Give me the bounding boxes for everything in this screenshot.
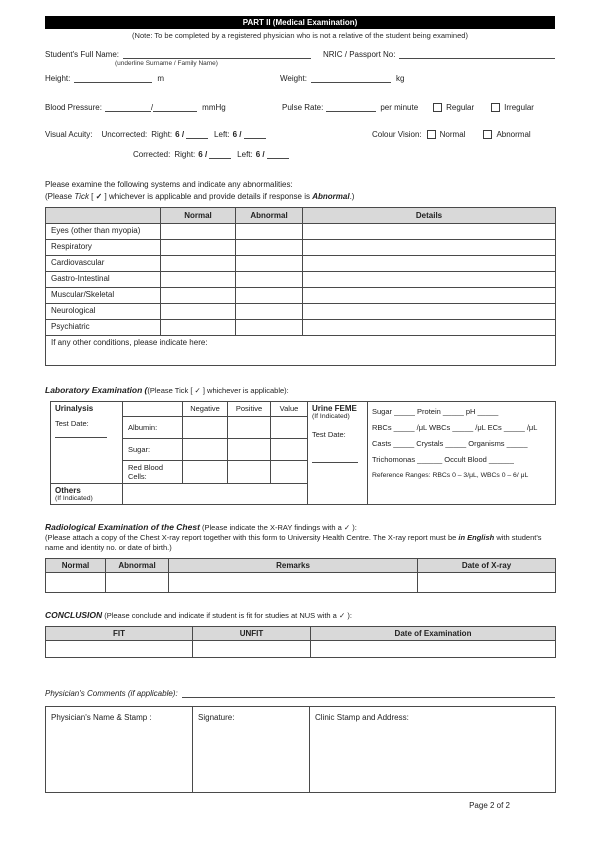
normal-tick-cell[interactable] [161, 320, 236, 336]
colour-normal-label: Normal [439, 130, 466, 139]
systems-row-psychiatric [46, 320, 556, 336]
student-name-blank[interactable] [123, 49, 311, 59]
comments-blank[interactable] [182, 688, 555, 698]
systems-row-gastro [46, 272, 556, 288]
lab-header-value: Value [271, 402, 308, 417]
nric-blank[interactable] [399, 49, 555, 59]
uncorrected-left-label: Left: [214, 130, 230, 139]
feme-line-sugar: Sugar _____ Protein _____ pH _____ [372, 407, 499, 416]
systems-row-muscular [46, 288, 556, 304]
systems-header-empty [46, 208, 161, 224]
feme-line-rbcs: RBCs _____ /μL WBCs _____ /μL ECs _____ /μL [372, 423, 538, 432]
details-cell[interactable] [303, 224, 556, 240]
xray-date-cell[interactable] [418, 573, 556, 593]
height-blank[interactable] [74, 73, 152, 83]
radiology-note-pre: (Please attach a copy of the Chest X-ray report together with this form to University Health Centre. The X-ray report must be [45, 533, 459, 542]
bp-diastolic-blank[interactable] [150, 102, 197, 112]
abnormal-tick-cell[interactable] [236, 320, 303, 336]
exam-date-cell[interactable] [311, 641, 556, 658]
positive-tick-cell[interactable] [228, 417, 271, 439]
corrected-label: Corrected: [133, 150, 171, 159]
details-cell[interactable] [303, 272, 556, 288]
bp-unit: mmHg [202, 103, 226, 112]
abnormal-tick-cell[interactable] [236, 240, 303, 256]
colour-vision-label: Colour Vision: [372, 130, 422, 139]
systems-table [45, 207, 556, 366]
tick-note-close: ] [102, 192, 109, 201]
normal-tick-cell[interactable] [161, 224, 236, 240]
lab-title: Laboratory Examination [45, 385, 143, 395]
conclusion-entry-row [46, 641, 556, 658]
urinalysis-test-date-label: Test Date: [55, 419, 89, 428]
system-label: Cardiovascular [46, 256, 161, 272]
value-cell[interactable] [271, 439, 308, 461]
radiology-note-bold: in English [458, 533, 495, 542]
radiology-header-normal: Normal [46, 559, 106, 573]
systems-header-details: Details [303, 208, 556, 224]
normal-tick-cell[interactable] [161, 256, 236, 272]
conclusion-section-title [45, 610, 555, 620]
normal-tick-cell[interactable] [161, 272, 236, 288]
radiology-note [45, 533, 555, 552]
systems-row-respiratory [46, 240, 556, 256]
physician-entry-row [46, 707, 556, 793]
radiology-entry-row [46, 573, 556, 593]
lab-row-label: Red Blood Cells: [123, 461, 183, 484]
signature-label: Signature: [198, 713, 235, 722]
uncorrected-group [45, 129, 372, 139]
height-label: Height: [45, 74, 71, 83]
uncorrected-right-label: Right: [151, 130, 173, 139]
conclusion-title: CONCLUSION [45, 610, 103, 620]
system-label: Muscular/Skeletal [46, 288, 161, 304]
urine-feme-note: (If Indicated) [312, 413, 350, 420]
lab-table [50, 401, 556, 505]
irregular-label: Irregular [504, 103, 534, 112]
radiology-table [45, 558, 556, 593]
colour-abnormal-label: Abnormal [496, 130, 531, 139]
weight-label: Weight: [280, 74, 307, 83]
corrected-left-prefix: 6 / [255, 150, 265, 159]
feme-line-reference: Reference Ranges: RBCs 0 – 3/μL, WBCs 0 – 6/ μL [372, 472, 529, 479]
details-cell[interactable] [303, 240, 556, 256]
xray-normal-tick-cell[interactable] [46, 573, 106, 593]
colour-normal-checkbox[interactable] [427, 130, 436, 139]
lab-header-positive: Positive [228, 402, 271, 417]
uncorrected-left-blank[interactable] [244, 129, 266, 139]
pulse-blank[interactable] [326, 102, 376, 112]
xray-remarks-cell[interactable] [169, 573, 418, 593]
conclusion-header-fit: FIT [46, 627, 193, 641]
urinalysis-test-date-blank[interactable] [55, 428, 107, 438]
bp-systolic-blank[interactable] [105, 102, 154, 112]
weight-blank[interactable] [311, 73, 391, 83]
systems-tick-note [45, 192, 555, 201]
systems-header-row [46, 208, 556, 224]
feme-test-date-blank[interactable] [312, 453, 358, 463]
abnormal-tick-cell[interactable] [236, 272, 303, 288]
height-weight-row [45, 73, 555, 83]
positive-tick-cell[interactable] [228, 461, 271, 484]
systems-intro: Please examine the following systems and indicate any abnormalities: [45, 180, 293, 189]
details-cell[interactable] [303, 320, 556, 336]
radiology-header-remarks: Remarks [169, 559, 418, 573]
normal-tick-cell[interactable] [161, 304, 236, 320]
normal-tick-cell[interactable] [161, 240, 236, 256]
page-number: Page 2 of 2 [469, 801, 510, 810]
radiology-check-icon: ✓ [343, 523, 351, 532]
radiology-section-title [45, 522, 555, 532]
systems-header-abnormal: Abnormal [236, 208, 303, 224]
bp-field-group [45, 102, 282, 112]
normal-tick-cell[interactable] [161, 288, 236, 304]
systems-other-row [46, 336, 556, 366]
radiology-note-post: with student's name and identity no. or date of birth.) [45, 533, 542, 552]
other-conditions-cell[interactable]: If any other conditions, please indicate here: [46, 336, 556, 366]
system-label: Respiratory [46, 240, 161, 256]
urinalysis-cell [51, 402, 123, 484]
urinalysis-label: Urinalysis [55, 404, 94, 413]
abnormal-tick-cell[interactable] [236, 256, 303, 272]
conclusion-subtitle-post: ): [345, 611, 352, 620]
pulse-label: Pulse Rate: [282, 103, 324, 112]
comments-row [45, 688, 555, 698]
lab-subtitle-pre: (Please Tick [ [147, 386, 195, 395]
abnormal-tick-cell[interactable] [236, 304, 303, 320]
others-cell [51, 484, 123, 505]
physician-name-stamp-cell[interactable] [46, 707, 193, 793]
part2-title-bar [45, 16, 555, 29]
colour-abnormal-checkbox[interactable] [483, 130, 492, 139]
part2-note: (Note: To be completed by a registered physician who is not a relative of the student being examined) [132, 31, 468, 40]
conclusion-header-unfit: UNFIT [193, 627, 311, 641]
visual-acuity-label: Visual Acuity: [45, 130, 93, 139]
radiology-title: Radiological Examination of the Chest [45, 522, 200, 532]
positive-tick-cell[interactable] [228, 439, 271, 461]
physician-name-stamp-label: Physician's Name & Stamp : [51, 713, 152, 722]
check-mark-icon: ✓ [95, 192, 103, 201]
feme-line-trichomonas: Trichomonas ______ Occult Blood ______ [372, 455, 514, 464]
regular-label: Regular [446, 103, 475, 112]
systems-header-normal: Normal [161, 208, 236, 224]
lab-row-label: Albumin: [123, 417, 183, 439]
signature-cell[interactable] [193, 707, 310, 793]
feme-test-date-label: Test Date: [312, 430, 346, 439]
lab-header-negative: Negative [183, 402, 228, 417]
lab-sublabel-empty [123, 402, 183, 417]
tick-note-post: .) [349, 192, 355, 201]
pulse-field-group [282, 102, 555, 112]
conclusion-check-icon: ✓ [338, 611, 346, 620]
conclusion-header-row [46, 627, 556, 641]
height-unit: m [157, 74, 165, 83]
systems-row-neurological [46, 304, 556, 320]
negative-tick-cell[interactable] [183, 461, 228, 484]
conclusion-table [45, 626, 556, 658]
surname-note: (underline Surname / Family Name) [115, 60, 218, 67]
lab-section-title: Laboratory Examination ((Please Tick [ ✓ ] whichever is applicable): [45, 385, 289, 395]
corrected-right-blank[interactable] [209, 149, 231, 159]
uncorrected-label: Uncorrected: [101, 130, 148, 139]
clinic-stamp-label: Clinic Stamp and Address: [315, 713, 409, 722]
tick-note-mid: whichever is applicable and provide details if response is [109, 192, 313, 201]
uncorrected-right-prefix: 6 / [175, 130, 185, 139]
bp-separator: / [150, 103, 154, 112]
others-value-cell[interactable] [123, 484, 308, 505]
systems-row-cardiovascular [46, 256, 556, 272]
uncorrected-right-blank[interactable] [186, 129, 208, 139]
system-label: Eyes (other than myopia) [46, 224, 161, 240]
tick-note-pre: (Please [45, 192, 75, 201]
urine-feme-label: Urine FEME [312, 404, 357, 413]
feme-line-casts: Casts _____ Crystals _____ Organisms _____ [372, 439, 528, 448]
tick-note-open: [ [88, 192, 96, 201]
corrected-right-prefix: 6 / [198, 150, 208, 159]
name-nric-row [45, 49, 555, 59]
lab-row-label: Sugar: [123, 439, 183, 461]
nric-field-group [323, 49, 555, 59]
comments-label: Physician's Comments (if applicable): [45, 689, 178, 698]
regular-checkbox[interactable] [433, 103, 442, 112]
negative-tick-cell[interactable] [183, 417, 228, 439]
abnormal-tick-cell[interactable] [236, 224, 303, 240]
corrected-left-label: Left: [237, 150, 253, 159]
bp-pulse-row [45, 102, 555, 112]
radiology-header-date: Date of X-ray [418, 559, 556, 573]
system-label: Psychiatric [46, 320, 161, 336]
urine-feme-cell [308, 402, 368, 505]
fit-tick-cell[interactable] [46, 641, 193, 658]
others-label: Others [55, 486, 81, 495]
tick-note-word: Tick [74, 192, 89, 201]
lab-header-row [51, 402, 556, 417]
radiology-subtitle-pre: (Please indicate the X-RAY findings with a [199, 523, 344, 532]
unfit-tick-cell[interactable] [193, 641, 311, 658]
system-label: Neurological [46, 304, 161, 320]
uncorrected-left-prefix: 6 / [232, 130, 242, 139]
student-name-label: Student's Full Name: [45, 50, 120, 59]
negative-tick-cell[interactable] [183, 439, 228, 461]
radiology-header-abnormal: Abnormal [106, 559, 169, 573]
others-note: (If Indicated) [55, 495, 93, 502]
lab-subtitle-post: ] whichever is applicable): [200, 386, 289, 395]
nric-label: NRIC / Passport No: [323, 50, 396, 59]
value-cell[interactable] [271, 461, 308, 484]
corrected-left-blank[interactable] [267, 149, 289, 159]
radiology-subtitle-post: ): [350, 523, 357, 532]
height-field-group [45, 73, 280, 83]
part2-title: PART II (Medical Examination) [242, 18, 358, 27]
corrected-right-label: Right: [174, 150, 196, 159]
physician-table [45, 706, 556, 793]
weight-field-group [280, 73, 555, 83]
name-field-group [45, 49, 323, 59]
corrected-row [133, 149, 555, 159]
details-cell[interactable] [303, 288, 556, 304]
details-cell[interactable] [303, 304, 556, 320]
abnormal-tick-cell[interactable] [236, 288, 303, 304]
irregular-checkbox[interactable] [491, 103, 500, 112]
systems-row-eyes [46, 224, 556, 240]
colour-vision-group [372, 130, 555, 139]
urine-feme-results-cell[interactable] [368, 402, 556, 505]
xray-abnormal-tick-cell[interactable] [106, 573, 169, 593]
conclusion-header-date: Date of Examination [311, 627, 556, 641]
weight-unit: kg [395, 74, 405, 83]
pulse-unit: per minute [380, 103, 419, 112]
lab-check-icon: ✓ [194, 386, 201, 395]
tick-note-abnormal: Abnormal [312, 192, 350, 201]
system-label: Gastro-Intestinal [46, 272, 161, 288]
value-cell[interactable] [271, 417, 308, 439]
bp-label: Blood Pressure: [45, 103, 102, 112]
clinic-stamp-cell[interactable] [310, 707, 556, 793]
conclusion-subtitle-pre: (Please conclude and indicate if student is fit for studies at NUS with a [102, 611, 339, 620]
visual-acuity-row [45, 129, 555, 139]
radiology-header-row [46, 559, 556, 573]
details-cell[interactable] [303, 256, 556, 272]
